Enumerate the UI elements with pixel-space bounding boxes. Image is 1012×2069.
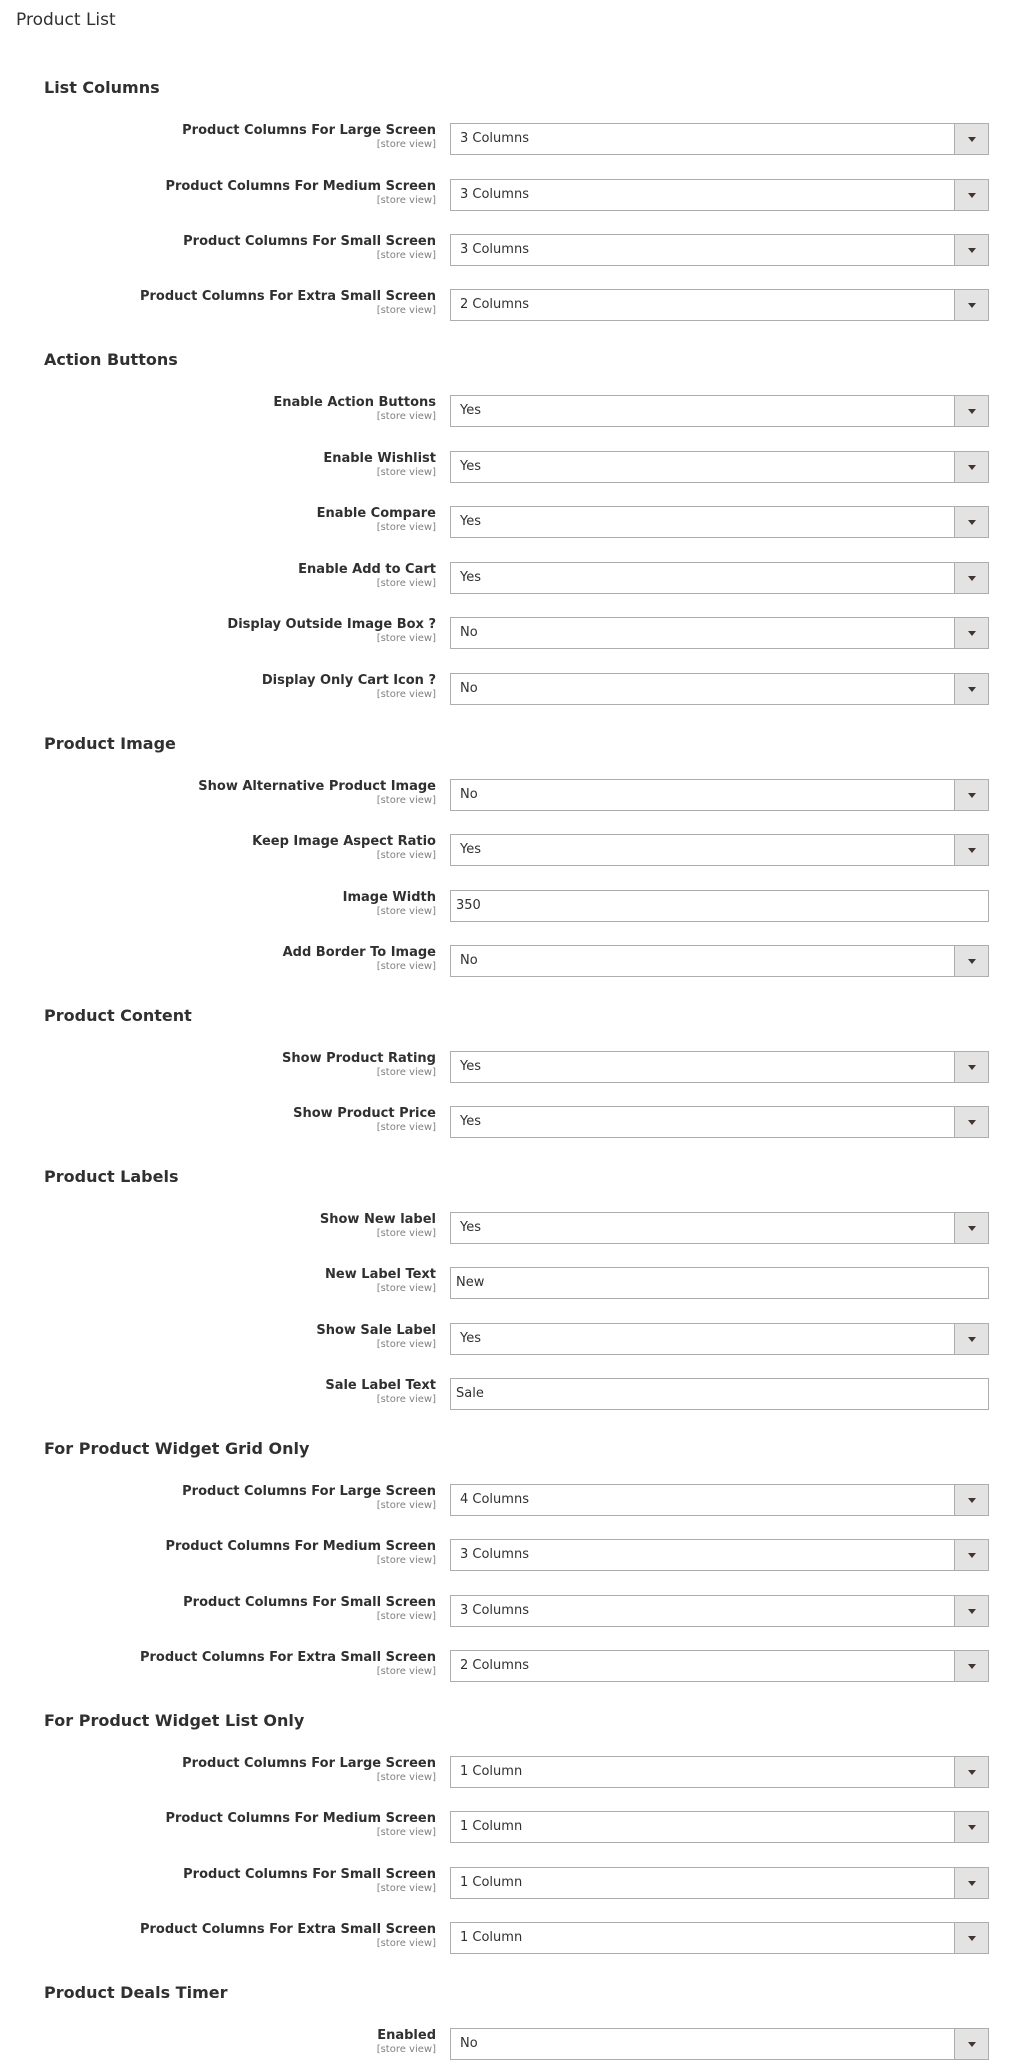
scope-label: [store view] [376, 1772, 436, 1783]
chevron-down-icon [968, 1664, 976, 1669]
field-label-text: Product Columns For Medium Screen [165, 1811, 436, 1826]
scope-label: [store view] [376, 467, 436, 478]
field-widget-list-xsmall [0, 1921, 1012, 1955]
field-enable-add-to-cart [0, 561, 1012, 595]
input-value: Sale [456, 1386, 484, 1401]
chevron-down-icon [968, 1609, 976, 1614]
field-enable-compare [0, 505, 1012, 539]
select-value: Yes [460, 1220, 481, 1235]
chevron-down-icon [968, 248, 976, 253]
select-value: Yes [460, 570, 481, 585]
select-value: Yes [460, 459, 481, 474]
widget-list-medium-select[interactable] [450, 1811, 989, 1843]
scope-label: [store view] [376, 1666, 436, 1677]
scope-label: [store view] [376, 961, 436, 972]
field-widget-grid-medium [0, 1538, 1012, 1572]
field-sale-label-text [0, 1377, 1012, 1411]
select-value: Yes [460, 842, 481, 857]
select-value: Yes [460, 1331, 481, 1346]
scope-label: [store view] [376, 2044, 436, 2055]
field-label [343, 889, 436, 918]
chevron-down-icon [968, 1881, 976, 1886]
scope-label: [store view] [376, 1611, 436, 1622]
show-new-label-select[interactable] [450, 1212, 989, 1244]
field-label-text: Show New label [319, 1212, 436, 1227]
field-label-text: Sale Label Text [325, 1378, 436, 1393]
chevron-down-icon [968, 520, 976, 525]
show-rating-select[interactable] [450, 1051, 989, 1083]
field-show-alternative-image [0, 778, 1012, 812]
image-width-input[interactable] [450, 890, 989, 922]
field-label [140, 1649, 436, 1678]
field-label [323, 450, 436, 479]
keep-aspect-ratio-select[interactable] [450, 834, 989, 866]
field-show-new-label [0, 1211, 1012, 1245]
select-value: No [460, 2036, 478, 2051]
widget-list-large-select[interactable] [450, 1756, 989, 1788]
select-arrow-button[interactable] [954, 835, 988, 865]
chevron-down-icon [968, 1936, 976, 1941]
field-label-text: Enable Wishlist [323, 451, 436, 466]
section-title-product-image: Product Image [44, 734, 176, 753]
select-arrow-button[interactable] [954, 674, 988, 704]
select-arrow-button[interactable] [954, 1107, 988, 1137]
field-label-text: Product Columns For Large Screen [182, 1484, 436, 1499]
select-value: 3 Columns [460, 131, 529, 146]
select-arrow-button[interactable] [954, 507, 988, 537]
field-label-text: Add Border To Image [282, 945, 436, 960]
section-title-product-content: Product Content [44, 1006, 192, 1025]
section-title-widget-grid: For Product Widget Grid Only [44, 1439, 310, 1458]
field-label-text: Image Width [342, 890, 436, 905]
select-value: No [460, 625, 478, 640]
select-arrow-button[interactable] [954, 1052, 988, 1082]
field-label [262, 672, 436, 701]
scope-label: [store view] [376, 795, 436, 806]
scope-label: [store view] [376, 1883, 436, 1894]
chevron-down-icon [968, 409, 976, 414]
field-label [252, 833, 436, 862]
new-label-text-input[interactable] [450, 1267, 989, 1299]
field-label-text: Show Product Price [293, 1106, 436, 1121]
select-value: Yes [460, 1059, 481, 1074]
select-arrow-button[interactable] [954, 563, 988, 593]
chevron-down-icon [968, 193, 976, 198]
chevron-down-icon [968, 1825, 976, 1830]
select-value: Yes [460, 1114, 481, 1129]
field-label-text: Product Columns For Small Screen [183, 234, 436, 249]
select-value: 3 Columns [460, 1547, 529, 1562]
field-widget-list-medium [0, 1810, 1012, 1844]
select-arrow-button[interactable] [954, 618, 988, 648]
field-label-text: Show Sale Label [316, 1323, 436, 1338]
scope-label: [store view] [376, 1122, 436, 1133]
widget-grid-small-select[interactable] [450, 1595, 989, 1627]
chevron-down-icon [968, 576, 976, 581]
field-list-columns-small [0, 233, 1012, 267]
select-arrow-button[interactable] [954, 290, 988, 320]
input-value: 350 [456, 898, 481, 913]
show-alternative-image-select[interactable] [450, 779, 989, 811]
field-label [165, 1810, 436, 1839]
list-columns-large-select[interactable] [450, 123, 989, 155]
select-arrow-button[interactable] [954, 1596, 988, 1626]
field-label-text: Enable Action Buttons [273, 395, 436, 410]
scope-label: [store view] [376, 689, 436, 700]
field-label-text: Product Columns For Extra Small Screen [139, 1650, 436, 1665]
field-label [183, 1594, 436, 1623]
field-widget-list-small [0, 1866, 1012, 1900]
select-value: 3 Columns [460, 242, 529, 257]
scope-label: [store view] [376, 578, 436, 589]
chevron-down-icon [968, 1120, 976, 1125]
enable-add-to-cart-select[interactable] [450, 562, 989, 594]
field-label [325, 1266, 436, 1295]
scope-label: [store view] [376, 1500, 436, 1511]
select-arrow-button[interactable] [954, 1651, 988, 1681]
select-value: 4 Columns [460, 1492, 529, 1507]
section-title-action-buttons: Action Buttons [44, 350, 178, 369]
chevron-down-icon [968, 1553, 976, 1558]
section-title-deals-timer: Product Deals Timer [44, 1983, 228, 2002]
enable-compare-select[interactable] [450, 506, 989, 538]
field-show-sale-label [0, 1322, 1012, 1356]
field-deals-timer-enabled [0, 2027, 1012, 2061]
select-arrow-button[interactable] [954, 1757, 988, 1787]
field-label-text: Product Columns For Medium Screen [165, 1539, 436, 1554]
field-label-text: Keep Image Aspect Ratio [252, 834, 436, 849]
field-label-text: Enabled [377, 2028, 436, 2043]
scope-label: [store view] [376, 1938, 436, 1949]
field-label-text: Enable Add to Cart [298, 562, 436, 577]
scope-label: [store view] [376, 1394, 436, 1405]
field-label-text: Show Alternative Product Image [198, 779, 436, 794]
field-label [316, 1322, 436, 1351]
select-arrow-button[interactable] [954, 235, 988, 265]
select-value: Yes [460, 403, 481, 418]
field-label [320, 1211, 436, 1240]
page-title: Product List [16, 10, 116, 30]
scope-label: [store view] [376, 305, 436, 316]
input-value: New [456, 1275, 485, 1290]
enable-action-buttons-select[interactable] [450, 395, 989, 427]
field-label [317, 505, 436, 534]
field-label-text: Product Columns For Small Screen [183, 1867, 436, 1882]
add-border-select[interactable] [450, 945, 989, 977]
select-value: No [460, 953, 478, 968]
select-value: 1 Column [460, 1764, 523, 1779]
field-list-columns-large [0, 122, 1012, 156]
field-label [325, 1377, 436, 1406]
list-columns-small-select[interactable] [450, 234, 989, 266]
chevron-down-icon [968, 1065, 976, 1070]
scope-label: [store view] [376, 139, 436, 150]
scope-label: [store view] [376, 850, 436, 861]
field-add-border [0, 944, 1012, 978]
select-value: 2 Columns [460, 1658, 529, 1673]
field-label [227, 616, 436, 645]
select-value: 1 Column [460, 1930, 523, 1945]
field-label-text: New Label Text [325, 1267, 436, 1282]
field-display-only-cart-icon [0, 672, 1012, 706]
select-arrow-button[interactable] [954, 1812, 988, 1842]
select-arrow-button[interactable] [954, 1540, 988, 1570]
field-widget-list-large [0, 1755, 1012, 1789]
field-label-text: Product Columns For Large Screen [182, 1756, 436, 1771]
section-title-list-columns: List Columns [44, 78, 160, 97]
select-arrow-button[interactable] [954, 2029, 988, 2059]
field-label-text: Display Outside Image Box ? [227, 617, 436, 632]
select-arrow-button[interactable] [954, 1485, 988, 1515]
list-columns-medium-select[interactable] [450, 179, 989, 211]
sale-label-text-input[interactable] [450, 1378, 989, 1410]
chevron-down-icon [968, 1498, 976, 1503]
chevron-down-icon [968, 1337, 976, 1342]
select-value: No [460, 787, 478, 802]
chevron-down-icon [968, 631, 976, 636]
widget-grid-xsmall-select[interactable] [450, 1650, 989, 1682]
section-title-product-labels: Product Labels [44, 1167, 179, 1186]
scope-label: [store view] [376, 1555, 436, 1566]
field-widget-grid-xsmall [0, 1649, 1012, 1683]
select-arrow-button[interactable] [954, 396, 988, 426]
field-label-text: Product Columns For Extra Small Screen [139, 289, 436, 304]
field-label [165, 1538, 436, 1567]
select-arrow-button[interactable] [954, 1923, 988, 1953]
field-label [182, 1483, 436, 1512]
select-value: 3 Columns [460, 1603, 529, 1618]
field-label [282, 1050, 436, 1079]
field-label [140, 288, 436, 317]
field-widget-grid-small [0, 1594, 1012, 1628]
select-value: 3 Columns [460, 187, 529, 202]
select-arrow-button[interactable] [954, 452, 988, 482]
chevron-down-icon [968, 1226, 976, 1231]
field-enable-wishlist [0, 450, 1012, 484]
display-only-cart-icon-select[interactable] [450, 673, 989, 705]
chevron-down-icon [968, 465, 976, 470]
scope-label: [store view] [376, 195, 436, 206]
widget-grid-large-select[interactable] [450, 1484, 989, 1516]
enable-wishlist-select[interactable] [450, 451, 989, 483]
select-value: 2 Columns [460, 297, 529, 312]
field-label [140, 1921, 436, 1950]
field-label-text: Show Product Rating [282, 1051, 436, 1066]
field-label-text: Product Columns For Medium Screen [165, 179, 436, 194]
field-image-width [0, 889, 1012, 923]
scope-label: [store view] [376, 1067, 436, 1078]
select-value: Yes [460, 514, 481, 529]
field-display-outside-image-box [0, 616, 1012, 650]
select-value: No [460, 681, 478, 696]
scope-label: [store view] [376, 1339, 436, 1350]
field-label [183, 1866, 436, 1895]
select-arrow-button[interactable] [954, 780, 988, 810]
chevron-down-icon [968, 1770, 976, 1775]
field-keep-aspect-ratio [0, 833, 1012, 867]
field-label-text: Product Columns For Extra Small Screen [139, 1922, 436, 1937]
select-arrow-button[interactable] [954, 946, 988, 976]
show-price-select[interactable] [450, 1106, 989, 1138]
scope-label: [store view] [376, 411, 436, 422]
deals-timer-enabled-select[interactable] [450, 2028, 989, 2060]
chevron-down-icon [968, 2042, 976, 2047]
section-title-widget-list: For Product Widget List Only [44, 1711, 305, 1730]
field-label [183, 233, 436, 262]
select-arrow-button[interactable] [954, 1868, 988, 1898]
field-label-text: Enable Compare [316, 506, 436, 521]
field-label [377, 2027, 436, 2056]
select-arrow-button[interactable] [954, 1324, 988, 1354]
field-label-text: Display Only Cart Icon ? [261, 673, 436, 688]
widget-grid-medium-select[interactable] [450, 1539, 989, 1571]
select-value: 1 Column [460, 1819, 523, 1834]
field-new-label-text [0, 1266, 1012, 1300]
select-value: 1 Column [460, 1875, 523, 1890]
scope-label: [store view] [376, 906, 436, 917]
scope-label: [store view] [376, 250, 436, 261]
list-columns-xsmall-select[interactable] [450, 289, 989, 321]
scope-label: [store view] [376, 633, 436, 644]
field-label [182, 122, 436, 151]
scope-label: [store view] [376, 1827, 436, 1838]
chevron-down-icon [968, 137, 976, 142]
chevron-down-icon [968, 687, 976, 692]
select-arrow-button[interactable] [954, 1213, 988, 1243]
field-list-columns-xsmall [0, 288, 1012, 322]
field-list-columns-medium [0, 178, 1012, 212]
field-label-text: Product Columns For Small Screen [183, 1595, 436, 1610]
field-label [198, 778, 436, 807]
chevron-down-icon [968, 793, 976, 798]
field-show-rating [0, 1050, 1012, 1084]
select-arrow-button[interactable] [954, 180, 988, 210]
chevron-down-icon [968, 959, 976, 964]
field-enable-action-buttons [0, 394, 1012, 428]
show-sale-label-select[interactable] [450, 1323, 989, 1355]
field-label [298, 561, 436, 590]
display-outside-image-box-select[interactable] [450, 617, 989, 649]
field-label-text: Product Columns For Large Screen [182, 123, 436, 138]
scope-label: [store view] [376, 1228, 436, 1239]
field-widget-grid-large [0, 1483, 1012, 1517]
scope-label: [store view] [376, 522, 436, 533]
select-arrow-button[interactable] [954, 124, 988, 154]
field-show-price [0, 1105, 1012, 1139]
widget-list-xsmall-select[interactable] [450, 1922, 989, 1954]
field-label [182, 1755, 436, 1784]
field-label [165, 178, 436, 207]
scope-label: [store view] [376, 1283, 436, 1294]
widget-list-small-select[interactable] [450, 1867, 989, 1899]
field-label [293, 1105, 436, 1134]
chevron-down-icon [968, 848, 976, 853]
field-label [273, 394, 436, 423]
field-label [283, 944, 436, 973]
chevron-down-icon [968, 303, 976, 308]
